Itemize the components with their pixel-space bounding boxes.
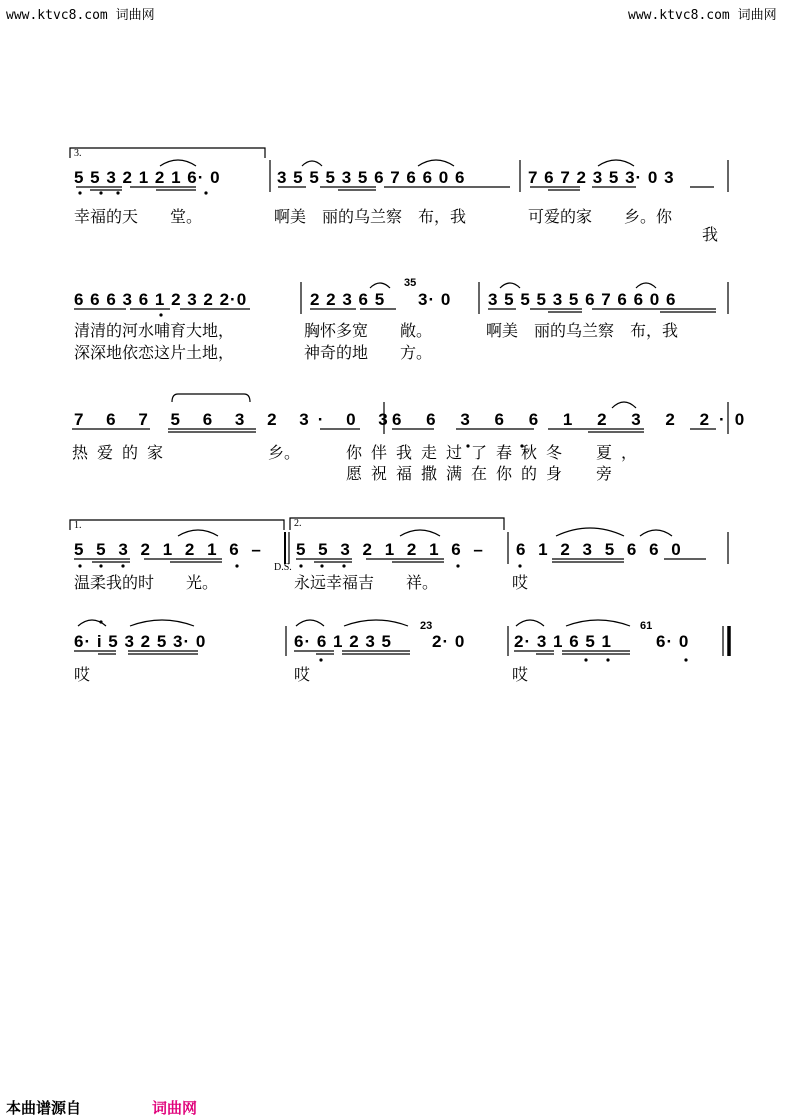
row2-measure3-notes: 3 5 5 5 3 5 6 7 6 6 0 6 [488, 290, 677, 309]
footer-site-link[interactable]: 词曲网 [152, 1099, 198, 1117]
slur [556, 528, 624, 536]
row4-measure3-notes: 6 1 2 3 5 6 6 0 [516, 540, 685, 559]
row2-lyric1-m1: 清清的河水哺育大地， [74, 321, 235, 340]
slur [178, 530, 218, 536]
slur [640, 530, 672, 536]
row5-lyric-m3: 哎 [512, 665, 529, 684]
row5-measure3-tail: 6· 0 [656, 632, 690, 651]
row4-measure1-notes: 5 5 3 2 1 2 1 6 – [74, 540, 265, 559]
volta-bracket-1 [70, 520, 284, 530]
slur [302, 161, 322, 166]
row4-lyric1-m3: 哎 [512, 573, 529, 592]
row4-measure2-notes: 5 5 3 2 1 2 1 6 – [296, 540, 487, 559]
row3-lyric1-b: 乡。 [268, 443, 301, 462]
row3-measure2-notes: 6 6 3 6 6 1 2 3 2 2·0 [392, 410, 755, 429]
row1-lyric1-m2: 啊美 丽的乌兰察 布，我 [274, 207, 467, 226]
row5-lyric-m2: 哎 [294, 665, 311, 684]
slur [160, 160, 196, 166]
volta-label-3: 3. [74, 148, 82, 159]
slur [418, 160, 454, 166]
row5-measure2-notes: 6· 6 1 2 3 5 [294, 632, 393, 651]
slur [598, 160, 634, 166]
row2-lyric2-m1: 深深地依恋这片土地， [74, 343, 235, 362]
header-source-right[interactable]: www.ktvc8.com 词曲网 [628, 8, 777, 23]
row2-measure2-notes: 2 2 3 6 5 [310, 290, 386, 309]
slur [500, 283, 520, 288]
slur [370, 283, 390, 288]
row3-measure1-notes: 7 6 7 5 6 3 2 3· 0 3 [74, 410, 397, 429]
row1-lyric2-m3: 我 [702, 225, 719, 244]
slur [400, 530, 440, 536]
row3-lyric1-c: 你伴我走过了春秋冬 夏， [346, 443, 647, 462]
row1-lyric1-m3: 可爱的家 乡。你 [528, 207, 673, 226]
row1-measure3-notes: 7 6 7 2 3 5 3· 0 3 [528, 168, 675, 187]
ds-marking: D.S. [274, 562, 292, 573]
row2-measure1-notes: 6 6 6 3 6 1 2 3 2 2·0 [74, 290, 248, 309]
row3-lyric2: 愿祝福撒满在你的身 旁 [346, 464, 622, 483]
row5-grace-note-1: 23 [420, 620, 433, 632]
row1-lyric1-m1: 幸福的天 堂。 [74, 207, 203, 226]
volta-bracket-2 [290, 518, 504, 530]
volta-label-2: 2. [294, 518, 302, 529]
footer-source-label: 本曲谱源自 [6, 1099, 82, 1117]
row2-grace-note: 35 [404, 277, 417, 289]
row5-measure1-notes: 6· i 5 3 2 5 3· 0 [74, 632, 207, 651]
row5-lyric-m1: 哎 [74, 665, 91, 684]
slur [130, 620, 194, 626]
slur [516, 620, 544, 626]
header-source-left[interactable]: www.ktvc8.com 词曲网 [6, 8, 155, 23]
row1-measure2-notes: 3 5 5 5 3 5 6 7 6 6 0 6 [277, 168, 466, 187]
row2-lyric2-m2: 神奇的地 方。 [304, 343, 433, 362]
row5-measure3-notes: 2· 3 1 6 5 1 [514, 632, 613, 651]
slur [296, 620, 324, 626]
slur [172, 394, 250, 402]
volta-bracket-3 [70, 148, 265, 158]
row1-measure1-notes: 5 5 3 2 1 2 1 6· 0 [74, 168, 221, 187]
row4-lyric1-m2: 永远幸福吉 祥。 [294, 573, 439, 592]
row3-lyric1-a: 热爱的家 [72, 443, 173, 462]
row5-grace-note-2: 61 [640, 620, 653, 632]
slur [612, 402, 636, 408]
row2-lyric1-m2: 胸怀多宽 敞。 [304, 321, 433, 340]
slur [636, 283, 656, 288]
slur [566, 620, 630, 626]
volta-label-1: 1. [74, 520, 82, 531]
row5-measure2-tail: 2· 0 [432, 632, 466, 651]
row4-lyric1-m1: 温柔我的时 光。 [74, 573, 219, 592]
row2-lyric1-m3: 啊美 丽的乌兰察 布，我 [486, 321, 679, 340]
slur [344, 620, 408, 626]
row2-measure2-tail: 3· 0 [418, 290, 452, 309]
